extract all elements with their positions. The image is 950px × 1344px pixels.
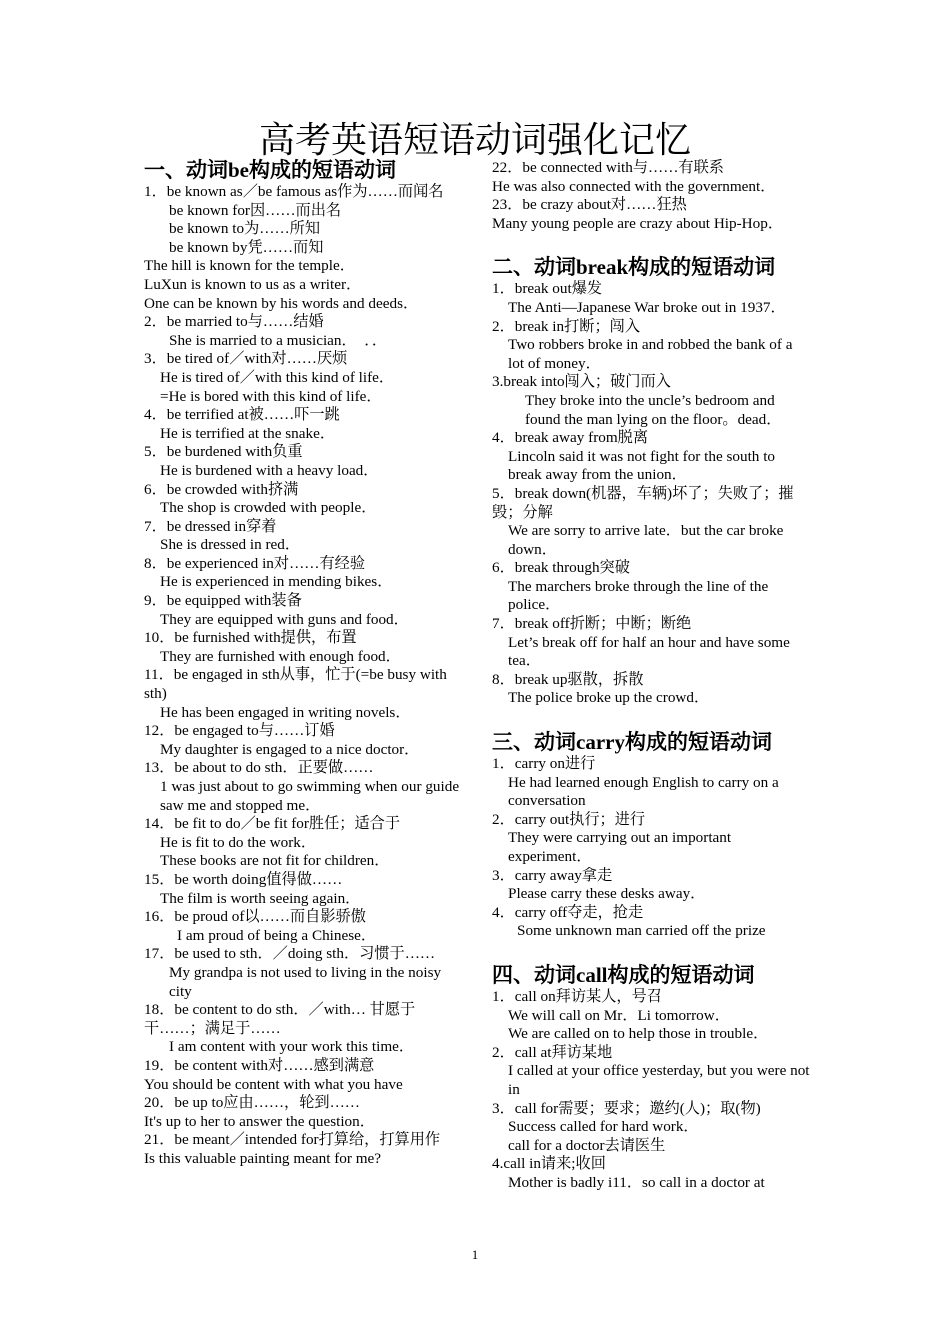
text-line: 3．carry away拿走 — [492, 866, 613, 884]
text-line: 4．carry off夺走，抢走 — [492, 903, 644, 921]
text-line: The shop is crowded with people． — [160, 499, 377, 517]
section-spacer — [492, 233, 812, 254]
left-column — [144, 157, 464, 1168]
text-line: The hill is known for the temple． — [144, 257, 355, 275]
text-line: 11．be engaged in sth从事，忙于(=be busy with sth) — [144, 666, 447, 703]
text-line: We are sorry to arrive late．but the car broke down． — [508, 522, 784, 558]
text-line: They are equipped with guns and food． — [160, 610, 409, 628]
text-line: 6．break through突破 — [492, 559, 630, 577]
text-line: 9．be equipped with装备 — [144, 592, 302, 610]
text-line: 5．be burdened with负重 — [144, 443, 303, 461]
text-line: 10．be furnished with提供，布置 — [144, 629, 357, 647]
section-heading: 二、动词break构成的短语动词 — [492, 255, 776, 280]
text-line: Mother is badly i11．so call in a doctor at — [508, 1173, 765, 1191]
text-line: The Anti—Japanese War broke out in 1937． — [508, 298, 786, 316]
text-line: 20．be up to应由……，轮到…… — [144, 1094, 360, 1112]
text-line: 1．break out爆发 — [492, 280, 603, 298]
text-line: LuXun is known to us as a writer． — [144, 275, 362, 293]
text-line: One can be known by his words and deeds． — [144, 294, 419, 312]
text-line: 5．break down(机器，车辆)坏了；失败了；摧毁；分解 — [492, 484, 794, 521]
text-line: 22．be connected with与……有联系 — [492, 159, 724, 176]
text-line: These books are not fit for children． — [160, 852, 390, 870]
text-line: 1．be known as／be famous as作为……而闻名 — [144, 183, 444, 200]
text-line: He is burdened with a heavy load． — [160, 461, 379, 479]
text-line: The film is worth seeing again． — [160, 889, 361, 907]
text-line: 18．be content to do sth．／with… 甘愿于干……；满足于…… — [144, 1001, 416, 1037]
text-line: 17．be used to sth．／doing sth．习惯于…… — [144, 945, 436, 963]
text-line: She is dressed in red． — [160, 536, 301, 554]
page-number: 1 — [471, 1247, 479, 1262]
text-line: 8．be experienced in对……有经验 — [144, 554, 366, 572]
text-line: 4．break away from脱离 — [492, 429, 649, 447]
text-line: Success called for hard work． — [508, 1118, 699, 1136]
text-line: 6．be crowded with挤满 — [144, 480, 299, 498]
text-line: 8．break up驱散，拆散 — [492, 670, 644, 688]
text-line: They were carrying out an important experiment． — [508, 829, 732, 865]
text-line: Is this valuable painting meant for me? — [144, 1149, 382, 1167]
text-line: 12．be engaged to与……订婚 — [144, 722, 335, 740]
text-line: 3．call for需要；要求；邀约(人)；取(物) — [492, 1099, 761, 1117]
text-line: He was also connected with the government． — [492, 177, 776, 195]
text-line: 4．be terrified at被……吓一跳 — [144, 406, 340, 424]
right-column — [492, 159, 812, 1193]
text-line: Lincoln said it was not fight for the south to break away from the union． — [508, 447, 776, 484]
text-line: be known for因……而出名 — [169, 201, 342, 219]
text-line: Some unknown man carried off the prize — [517, 922, 766, 940]
text-line: The marchers broke through the line of the police． — [508, 577, 769, 614]
text-line: 4.call in请来;收回 — [492, 1155, 606, 1173]
text-line: He has been engaged in writing novels． — [160, 703, 411, 721]
text-line: I am proud of being a Chinese． — [177, 926, 377, 944]
text-line: 2．call at拜访某地 — [492, 1043, 613, 1061]
section-heading: 一、动词be构成的短语动词 — [144, 158, 396, 182]
text-line: My grandpa is not used to living in the noisy city — [169, 963, 442, 1000]
page-title: 高考英语短语动词强化记忆 — [258, 120, 691, 160]
section-heading: 四、动词call构成的短语动词 — [492, 962, 755, 987]
text-line: 1 was just about to go swimming when our guide saw me and stopped me． — [160, 778, 460, 814]
text-line: 7．be dressed in穿着 — [144, 517, 277, 535]
text-line: I called at your office yesterday, but you were not in — [508, 1062, 810, 1098]
text-line: call for a doctor去请医生 — [508, 1136, 666, 1154]
text-line: 14．be fit to do／be fit for胜任；适合于 — [144, 815, 401, 833]
text-line: He is tired of／with this kind of life． — [160, 368, 395, 386]
text-line: Please carry these desks away． — [508, 885, 706, 903]
text-line: 2．be married to与……结婚 — [144, 313, 324, 331]
text-line: 19．be content with对……感到满意 — [144, 1056, 375, 1074]
section-spacer — [492, 708, 812, 729]
text-line: 13．be about to do sth．正要做…… — [144, 759, 374, 777]
text-line: We will call on Mr．Li tomorrow． — [508, 1006, 730, 1024]
text-line: 2．carry out执行；进行 — [492, 810, 646, 828]
text-line: be known to为……所知 — [169, 220, 321, 238]
text-line: They are furnished with enough food． — [160, 647, 401, 665]
text-line: 3.break into闯入；破门而入 — [492, 373, 671, 391]
text-line: 3．be tired of／with对……厌烦 — [144, 350, 348, 368]
section-spacer — [492, 941, 812, 962]
text-line: 2．break in打断；闯入 — [492, 317, 641, 335]
text-line: He is experienced in mending bikes． — [160, 573, 393, 591]
text-line: They broke into the uncle’s bedroom and found the man lying on the floor。dead． — [525, 391, 782, 428]
text-line: He is terrified at the snake． — [160, 424, 336, 442]
text-line: be known by凭……而知 — [169, 238, 324, 256]
text-line: He had learned enough English to carry on a conversation — [508, 773, 779, 810]
text-line: 7．break off折断；中断；断绝 — [492, 615, 692, 633]
text-line: 21．be meant／intended for打算给，打算用作 — [144, 1131, 441, 1149]
text-line: 1．call on拜访某人，号召 — [492, 987, 662, 1005]
text-line: 15．be worth doing值得做…… — [144, 870, 343, 888]
text-line: I am content with your work this time． — [169, 1038, 415, 1056]
section-heading: 三、动词carry构成的短语动词 — [492, 730, 772, 755]
text-line: Many young people are crazy about Hip-Hop． — [492, 214, 784, 232]
text-line: You should be content with what you have — [144, 1075, 403, 1093]
text-line: He is fit to do the work． — [160, 833, 317, 851]
text-line: We are called on to help those in trouble． — [508, 1025, 769, 1043]
text-line: It's up to her to answer the question． — [144, 1112, 375, 1130]
text-line: Two robbers broke in and robbed the bank of a lot of money． — [508, 336, 793, 372]
text-line: Let’s break off for half an hour and have some tea． — [508, 633, 790, 670]
text-line: My daughter is engaged to a nice doctor． — [160, 740, 420, 758]
text-line: 1．carry on进行 — [492, 755, 596, 773]
text-line: =He is bored with this kind of life． — [160, 387, 382, 405]
text-line: She is married to a musician． ．． — [169, 331, 388, 349]
text-line: 16．be proud of以……而自影骄傲 — [144, 908, 366, 926]
text-line: 23．be crazy about对……狂热 — [492, 196, 687, 214]
text-line: The police broke up the crowd． — [508, 689, 710, 707]
